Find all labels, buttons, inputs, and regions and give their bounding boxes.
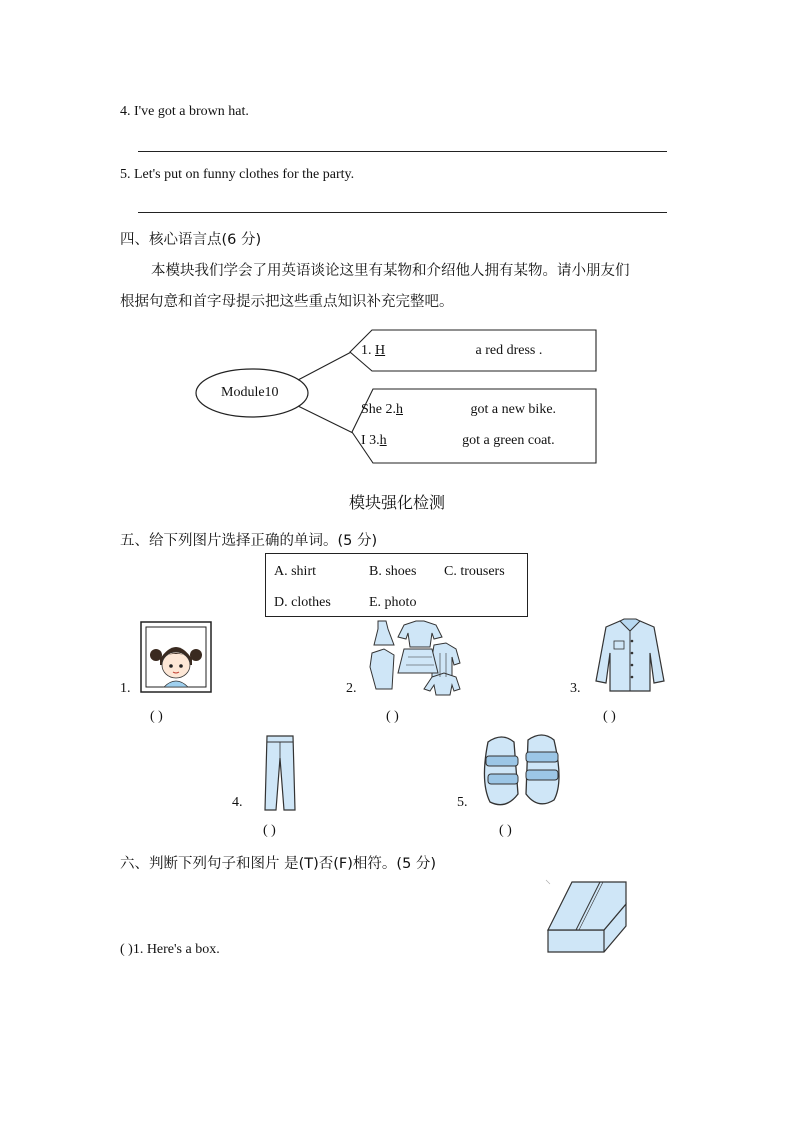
section-5-title: 五、给下列图片选择正确的单词。(5 分) [120, 533, 378, 549]
clothes-pile-icon [364, 617, 464, 697]
option-b: B. shoes [369, 564, 417, 579]
option-d: D. clothes [274, 595, 331, 610]
box-icon [544, 878, 630, 956]
item-4-number: 4. [232, 795, 243, 810]
item-3-number: 3. [570, 681, 581, 696]
item-5-answer[interactable]: ( ) [499, 823, 512, 838]
option-c: C. trousers [444, 564, 505, 579]
item-5-sentence: 5. Let's put on funny clothes for the party. [120, 167, 355, 182]
bottom-arrow-box [352, 389, 596, 463]
section-4-title: 四、核心语言点(6 分) [120, 232, 262, 248]
item-3-answer[interactable]: ( ) [603, 709, 616, 724]
trousers-icon [262, 734, 298, 812]
blank-1[interactable]: H [375, 343, 386, 358]
module-title: 模块强化检测 [348, 493, 445, 512]
mind-map-item-3: I 3.h got a green coat. [361, 433, 555, 448]
item-2-answer[interactable]: ( ) [386, 709, 399, 724]
blank-3[interactable]: h [379, 433, 387, 448]
item-2-number: 2. [346, 681, 357, 696]
option-a: A. shirt [274, 564, 316, 579]
item-5-number: 5. [457, 795, 468, 810]
item-4-sentence: 4. I've got a brown hat. [120, 104, 249, 119]
section-4-intro-2: 根据句意和首字母提示把这些重点知识补充完整吧。 [120, 294, 454, 310]
branch-top [298, 350, 355, 380]
word-bank [265, 553, 528, 617]
shirt-icon [592, 617, 668, 693]
blank-2[interactable]: h [396, 402, 403, 417]
branch-bottom [298, 406, 355, 434]
section-4-intro-1: 本模块我们学会了用英语谈论这里有某物和介绍他人拥有某物。请小朋友们 [151, 263, 630, 279]
option-e: E. photo [369, 595, 417, 610]
item-4-answer[interactable]: ( ) [263, 823, 276, 838]
answer-line-5[interactable] [138, 212, 667, 213]
item-1-answer[interactable]: ( ) [150, 709, 163, 724]
girl-photo-icon [140, 621, 212, 693]
section-6-item-1[interactable]: ( )1. Here's a box. [120, 942, 220, 957]
answer-line-4[interactable] [138, 151, 667, 152]
item-1-number: 1. [120, 681, 131, 696]
mind-map-item-1: 1. H a red dress . [361, 343, 543, 358]
section-6-title: 六、判断下列句子和图片 是(T)否(F)相符。(5 分) [120, 856, 437, 872]
mind-map-item-2: She 2.h got a new bike. [361, 402, 557, 417]
mind-map-center-label: Module10 [221, 385, 279, 400]
sandals-icon [476, 732, 566, 812]
